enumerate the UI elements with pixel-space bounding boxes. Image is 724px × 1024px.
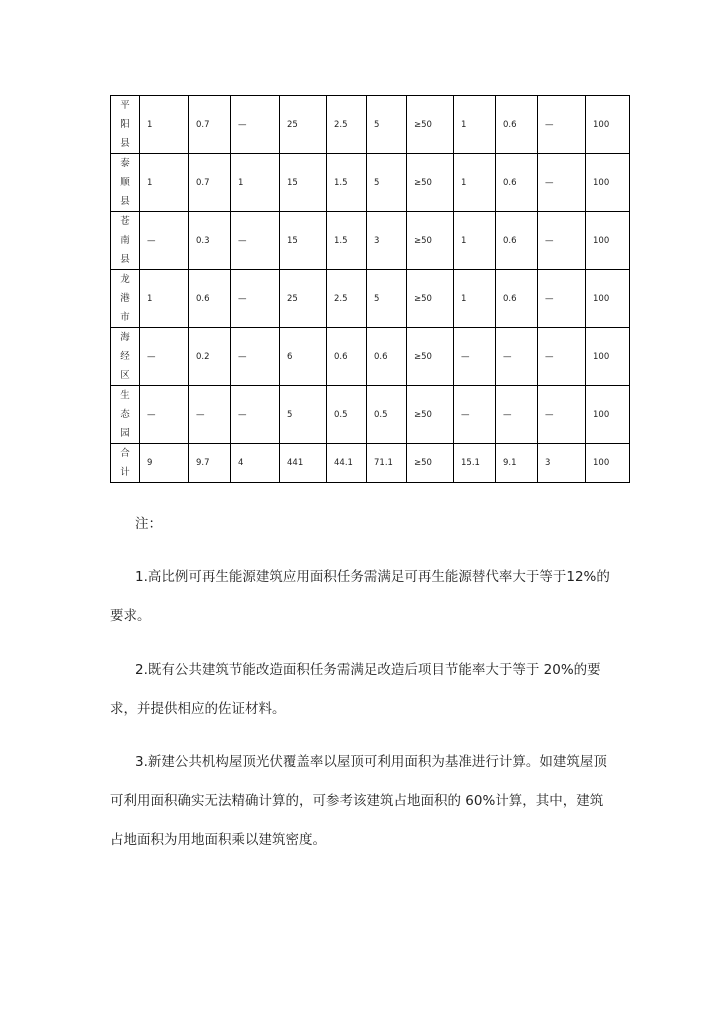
table-cell: —	[538, 154, 586, 212]
row-label-char: 计	[120, 467, 130, 478]
row-label-char: 泰	[120, 158, 130, 169]
row-label-char: 合	[120, 448, 130, 459]
table-cell: —	[140, 328, 189, 386]
table-cell: 1	[231, 154, 280, 212]
table-cell: 0.7	[189, 96, 231, 154]
row-label	[111, 154, 140, 212]
note-item-1: 1.高比例可再生能源建筑应用面积任务需满足可再生能源替代率大于等于12%的要求。	[110, 569, 610, 624]
table-cell: —	[538, 270, 586, 328]
table-cell: 5	[367, 96, 407, 154]
row-label	[111, 386, 140, 444]
table-cell: —	[231, 96, 280, 154]
table-cell: 1	[140, 96, 189, 154]
table-cell: 5	[367, 154, 407, 212]
notes-title: 注：	[135, 516, 162, 532]
table-cell: 100	[586, 444, 630, 483]
table-cell: —	[454, 386, 496, 444]
table-cell: —	[454, 328, 496, 386]
table-cell: 71.1	[367, 444, 407, 483]
table-cell: —	[496, 328, 538, 386]
table-cell: 0.6	[367, 328, 407, 386]
table-cell: 0.6	[496, 96, 538, 154]
table-cell: 3	[367, 212, 407, 270]
table-cell: 5	[367, 270, 407, 328]
data-table	[110, 95, 630, 483]
table-cell: —	[231, 328, 280, 386]
table-cell: 1.5	[327, 212, 367, 270]
row-label-char: 生	[120, 390, 130, 401]
table-cell: 100	[586, 154, 630, 212]
table-cell: 9	[140, 444, 189, 483]
table-cell: ≥50	[407, 444, 454, 483]
row-label-char: 县	[120, 254, 130, 265]
table-cell: 1	[454, 154, 496, 212]
table-row	[111, 270, 630, 328]
row-label	[111, 270, 140, 328]
row-label-char: 市	[120, 312, 130, 323]
row-label-char: 海	[120, 332, 130, 343]
row-label-char: 区	[120, 370, 130, 381]
table-cell: 0.7	[189, 154, 231, 212]
table-row	[111, 386, 630, 444]
table-cell: 0.6	[496, 154, 538, 212]
row-label-char: 县	[120, 196, 130, 207]
row-label-char: 平	[120, 100, 130, 111]
table-cell: 15	[280, 212, 327, 270]
row-label	[111, 328, 140, 386]
table-cell: 25	[280, 96, 327, 154]
row-label-char: 南	[120, 235, 130, 246]
table-cell: 25	[280, 270, 327, 328]
table-row	[111, 96, 630, 154]
table-cell: 1	[140, 270, 189, 328]
table-cell: 1	[140, 154, 189, 212]
table-cell: —	[538, 328, 586, 386]
note-item-3: 3.新建公共机构屋顶光伏覆盖率以屋顶可利用面积为基准进行计算。如建筑屋顶可利用面积确实无法精确计算的，可参考该建筑占地面积的 60%计算，其中，建筑占地面积为用地面积乘以建筑密度。	[110, 754, 607, 848]
table-cell: ≥50	[407, 270, 454, 328]
row-label-char: 园	[120, 428, 130, 439]
table-cell: 100	[586, 212, 630, 270]
table-cell: 4	[231, 444, 280, 483]
row-label-char: 龙	[120, 274, 130, 285]
table-cell: 15.1	[454, 444, 496, 483]
table-cell: —	[231, 386, 280, 444]
table-cell: 0.5	[367, 386, 407, 444]
table-cell: 44.1	[327, 444, 367, 483]
row-label	[111, 96, 140, 154]
table-row	[111, 212, 630, 270]
row-label-char: 态	[120, 409, 130, 420]
table-cell: 0.2	[189, 328, 231, 386]
table-cell: 6	[280, 328, 327, 386]
table-cell: 2.5	[327, 96, 367, 154]
table-cell: 441	[280, 444, 327, 483]
row-label-char: 苍	[120, 216, 130, 227]
row-label-char: 阳	[120, 119, 130, 130]
table-cell: —	[496, 386, 538, 444]
table-cell: ≥50	[407, 328, 454, 386]
table-cell: 0.6	[496, 212, 538, 270]
row-label-char: 县	[120, 138, 130, 149]
table-cell: 100	[586, 270, 630, 328]
table-cell: 5	[280, 386, 327, 444]
table-cell: 1	[454, 212, 496, 270]
table-cell: —	[189, 386, 231, 444]
table-cell: —	[538, 96, 586, 154]
table-cell: —	[538, 212, 586, 270]
row-label	[111, 212, 140, 270]
table-cell: 3	[538, 444, 586, 483]
table-cell: 0.5	[327, 386, 367, 444]
table-cell: 9.7	[189, 444, 231, 483]
table-row	[111, 328, 630, 386]
table-cell: —	[140, 386, 189, 444]
table-cell: 1	[454, 270, 496, 328]
table-cell: 100	[586, 328, 630, 386]
table-cell: 0.3	[189, 212, 231, 270]
note-item-2: 2.既有公共建筑节能改造面积任务需满足改造后项目节能率大于等于 20%的要求，并提供相应的佐证材料。	[110, 662, 601, 717]
table-cell: 2.5	[327, 270, 367, 328]
table-cell: 9.1	[496, 444, 538, 483]
table-cell: ≥50	[407, 96, 454, 154]
row-label-char: 经	[120, 351, 130, 362]
table-cell: —	[538, 386, 586, 444]
row-label-char: 顺	[120, 177, 130, 188]
table-cell: 0.6	[327, 328, 367, 386]
table-row	[111, 154, 630, 212]
table-cell: —	[140, 212, 189, 270]
table-cell: —	[231, 212, 280, 270]
table-cell: ≥50	[407, 212, 454, 270]
row-label	[111, 444, 140, 483]
table-row	[111, 444, 630, 483]
table-cell: 100	[586, 96, 630, 154]
table-cell: 1	[454, 96, 496, 154]
table-cell: 0.6	[189, 270, 231, 328]
table-cell: ≥50	[407, 386, 454, 444]
table-cell: 0.6	[496, 270, 538, 328]
table-cell: 15	[280, 154, 327, 212]
table-cell: 1.5	[327, 154, 367, 212]
table-cell: ≥50	[407, 154, 454, 212]
row-label-char: 港	[120, 293, 130, 304]
table-cell: 100	[586, 386, 630, 444]
table-cell: —	[231, 270, 280, 328]
